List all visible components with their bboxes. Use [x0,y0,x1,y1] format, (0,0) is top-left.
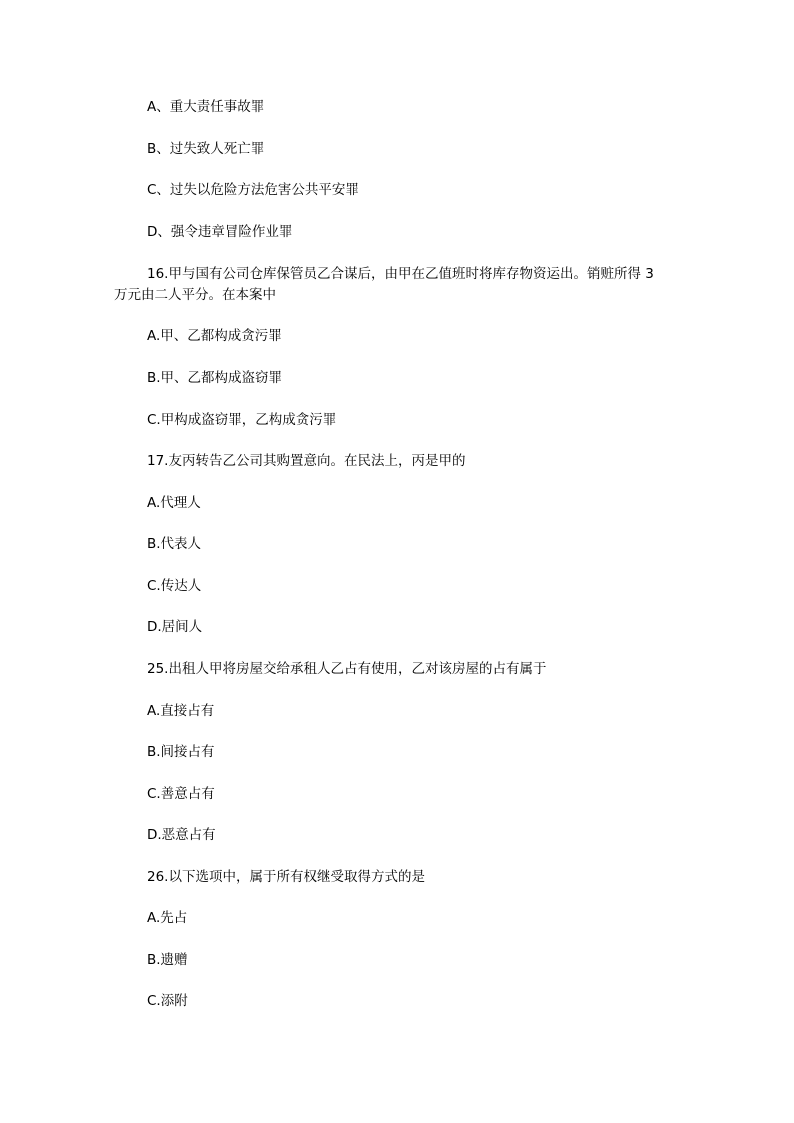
q25-option-a: A.直接占有 [147,703,215,719]
q25-option-c: C.善意占有 [147,786,215,802]
q25-option-d: D.恶意占有 [147,827,216,843]
q16-option-b: B.甲、乙都构成盗窃罪 [147,370,283,386]
option-a-major-liability-accident: A、重大责任事故罪 [147,99,265,115]
q26-option-c: C.添附 [147,993,188,1009]
q26-option-b: B.遗赠 [147,952,188,968]
question-16-line-2: 万元由二人平分。在本案中 [114,287,276,303]
option-b-negligent-homicide: B、过失致人死亡罪 [147,141,265,157]
question-26: 26.以下选项中，属于所有权继受取得方式的是 [147,869,425,885]
option-d-forced-risky-operation: D、强令违章冒险作业罪 [147,224,293,240]
question-16-line-1: 16.甲与国有公司仓库保管员乙合谋后，由甲在乙值班时将库存物资运出。销赃所得 3 [147,266,654,282]
q17-option-b: B.代表人 [147,536,202,552]
option-c-negligent-public-danger: C、过失以危险方法危害公共平安罪 [147,182,359,198]
q17-option-d: D.居间人 [147,619,203,635]
q17-option-c: C.传达人 [147,578,202,594]
q26-option-a: A.先占 [147,910,188,926]
question-16 [114,264,667,306]
question-17: 17.友丙转告乙公司其购置意向。在民法上，丙是甲的 [147,453,466,469]
q16-option-a: A.甲、乙都构成贪污罪 [147,328,282,344]
q25-option-b: B.间接占有 [147,744,215,760]
q16-option-c: C.甲构成盗窃罪，乙构成贪污罪 [147,412,337,428]
q17-option-a: A.代理人 [147,495,201,511]
question-25: 25.出租人甲将房屋交给承租人乙占有使用，乙对该房屋的占有属于 [147,661,547,677]
